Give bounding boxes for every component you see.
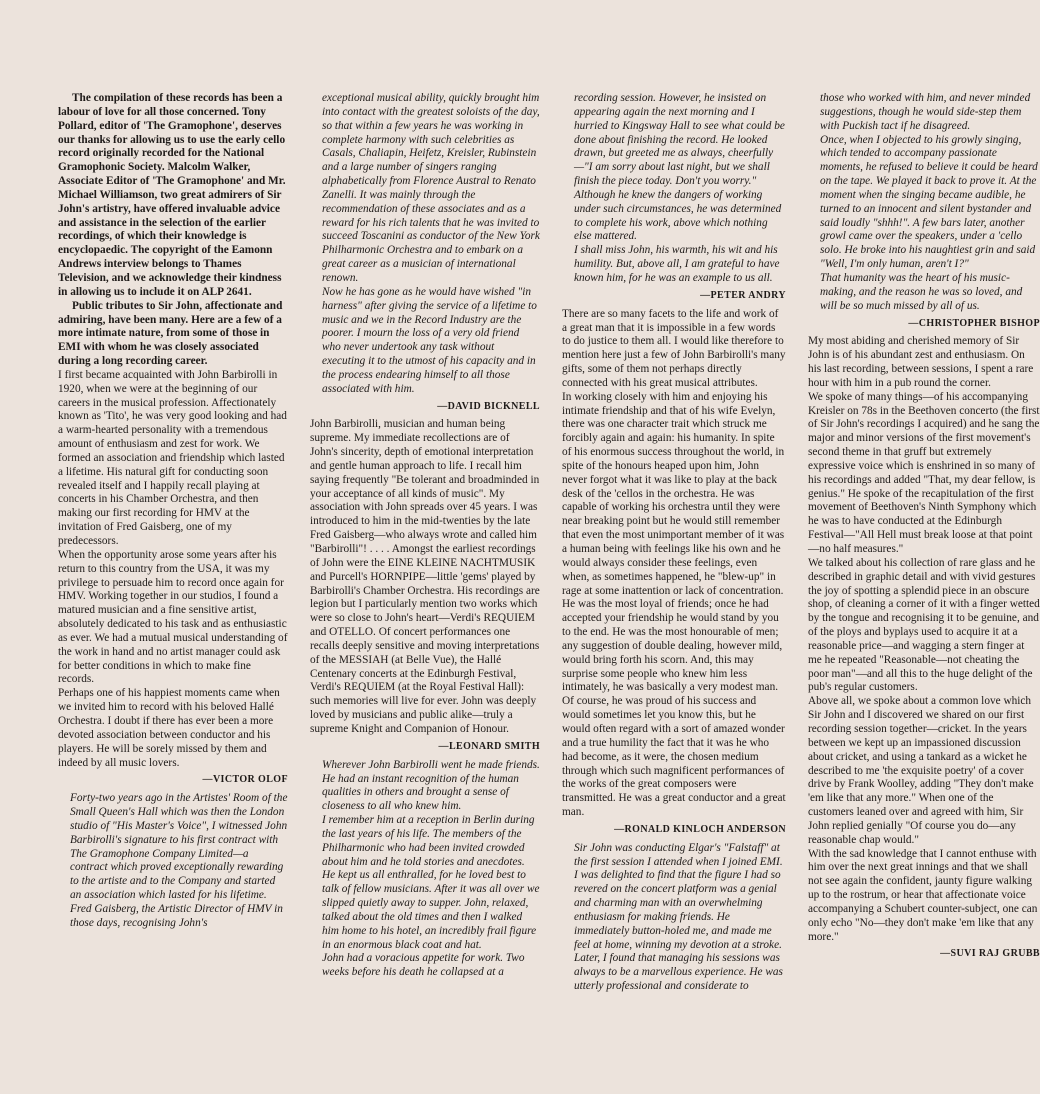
tribute-paragraph: With the sad knowledge that I cannot enthuse with him over the next great innings and that we shall not see again the confident, jaunty figure walking up to the rostrum, or hear that affectionate voice accompanying a Schubert counter-subject, one can only echo "No—they don't make 'em like that any more." (808, 847, 1038, 943)
tribute-paragraph: Forty-two years ago in the Artistes' Room of the Small Queen's Hall which was then the London studio of "His Master's Voice", I witnessed John Barbirolli's signature to his first contract with The Gramophone Company Limited—a contract which proved exceptionally rewarding to the artiste and to the Company and started an association which lasted for his lifetime. (70, 792, 288, 902)
tribute-paragraph: We spoke of many things—of his accompanying Kreisler on 78s in the Beethoven concerto (the first of Sir John's recordings I acquired) and he sang the major and minor versions of the first movement's second theme in that gruff but extremely expressive voice which is enshrined in so many of his recordings and added "That, my dear fellow, is genius." He spoke of the recapitulation of the first movement of Beethoven's Ninth Symphony which he was to have conducted at the Edinburgh Festival—"All Hell must break loose at that point—no half measures." (808, 390, 1040, 555)
column-3 (562, 92, 786, 1094)
signature-david-bicknell: — DAVID BICKNELL (310, 400, 540, 414)
signature-suvi-raj-grubb: — SUVI RAJ GRUBB (808, 947, 1040, 961)
signature-peter-andry: — PETER ANDRY (562, 289, 786, 303)
tribute-paragraph: Later, I found that managing his sessions was always to be a marvellous experience. He was utterly professional and considerate to (574, 952, 783, 993)
tribute-paragraph: recording session. However, he insisted on appearing again the next morning and I hurried to Kingsway Hall to see what could be done about finishing the record. He looked drawn, but greeted me as always, cheerfully—"I am sorry about last night, but we shall finish the piece today. Don't you worry." Although he knew the dangers of working under such circumstances, he was determined to complete his work, above which nothing else mattered. (574, 92, 785, 243)
intro-paragraph: The compilation of these records has been a labour of love for all those concerned. Tony Pollard, editor of 'The Gramophone', deserves our thanks for allowing us to use the early cello record originally recorded for the National Gramophonic Society. Malcolm Walker, Associate Editor of 'The Gramophone' and Mr. Michael Williamson, two great admirers of Sir John's artistry, have offered invaluable advice and assistance in the selection of the earlier recordings, of which their knowledge is encyclopaedic. The copyright of the Eamonn Andrews interview belongs to Thames Television, and we acknowledge their kindness in allowing us to include it on ALP 2641. (58, 92, 286, 298)
column-2 (310, 92, 540, 1094)
tribute-paragraph: I remember him at a reception in Berlin during the last years of his life. The members of the Philharmonic who had been invited crowded about him and he told stories and anecdotes. He kept us all enthralled, for he loved best to talk of fellow musicians. After it was all over we slipped quietly away to supper. John, relaxed, talked about the old times and then I walked him home to his hotel, an incredibly frail figure in an enormous black coat and hat. (322, 814, 540, 951)
signature-victor-olof: — VICTOR OLOF (58, 773, 288, 787)
tribute-paragraph: Sir John was conducting Elgar's "Falstaff" at the first session I attended when I joined EMI. I was delighted to find that the figure I had so revered on the concert platform was a genial and charming man with an overwhelming enthusiasm for making friends. He immediately button-holed me, and made me feel at home, winning my devotion at a stroke. (574, 841, 783, 951)
signature-christopher-bishop: — CHRISTOPHER BISHOP (808, 317, 1040, 331)
tribute-paragraph: Wherever John Barbirolli went he made friends. He had an instant recognition of the human qualities in others and brought a sense of closeness to all who knew him. (322, 758, 540, 813)
tribute-paragraph: John had a voracious appetite for work. Two weeks before his death he collapsed at a (322, 952, 525, 979)
column-4 (808, 92, 1040, 1094)
tribute-paragraph: I shall miss John, his warmth, his wit and his humility. But, above all, I am grateful to have known him, for he was an example to us all. (574, 244, 780, 284)
column-1 (58, 92, 288, 1094)
intro-paragraph: Public tributes to Sir John, affectionate and admiring, have been many. Here are a few of a more intimate nature, from some of those in EMI with whom he was closely associated during a long recording career. (58, 299, 283, 368)
tribute-paragraph: Perhaps one of his happiest moments came when we invited him to record with his beloved Hallé Orchestra. I doubt if there has ever been a more devoted association between conductor and his players. He will be sorely missed by them and indeed by all music lovers. (58, 687, 280, 769)
tribute-paragraph: those who worked with him, and never minded suggestions, though he would side-step them with Puckish tact if he disagreed. (820, 92, 1031, 132)
signature-leonard-smith: — LEONARD SMITH (310, 740, 540, 754)
tribute-paragraph: There are so many facets to the life and work of a great man that it is impossible in a few words to do justice to them all. I would like therefore to mention here just a few of John Barbirolli's many gifts, some of them not perhaps directly connected with his great musical attributes. (562, 307, 786, 389)
tribute-paragraph: We talked about his collection of rare glass and he described in graphic detail and with vivid gestures the joy of spotting a splendid piece in an obscure shop, of cleaning a corner of it with a finger wetted by the tongue and recognising it to be genuine, and of the ploys and byplays used to acquire it at a reasonable price—and wagging a stern finger at me he repeated "Reasonable—not cheating the poor man"—and all this to the huge delight of the pub's regular customers. (808, 556, 1040, 694)
tribute-paragraph: When the opportunity arose some years after his return to this country from the USA, it was my privilege to persuade him to record once again for HMV. Working together in our studios, I found a matured musician and a fine sensitive artist, absolutely dedicated to his task and as enthusiastic as ever. We had a mutual musical understanding of the work in hand and no artist manager could ask for better conditions in which to make fine records. (58, 548, 288, 686)
signature-ronald-kinloch-anderson: — RONALD KINLOCH ANDERSON (562, 823, 786, 837)
tribute-paragraph: Above all, we spoke about a common love which Sir John and I discovered we shared on our first recording session together—cricket. In the years between we kept up an impassioned discussion about cricket, and using a tankard as a wicket he described to me 'the exquisite poetry' of a cover drive by Frank Woolley, adding "They don't make 'em like that any more." When one of the customers leaned over and agreed with him, Sir John replied genially "Of course you do—any reasonable chap would." (808, 695, 1034, 846)
tribute-paragraph: Once, when I objected to his growly singing, which tended to accompany passionate moments, he refused to believe it could be heard on the tape. We played it back to prove it. At the moment when the singing became audible, he turned to an innocent and silent bystander and said loudly "shhh!". A few bars later, another growl came over the speakers, under a 'cello solo. He broke into his naughtiest grin and said "Well, I'm only human, aren't I?" (820, 133, 1038, 271)
tribute-paragraph: John Barbirolli, musician and human being supreme. My immediate recollections are of John's sincerity, depth of emotional interpretation and gentle human approach to life. I recall him saying frequently "Be tolerant and broadminded in your acceptance of all kinds of music". My association with John spreads over 45 years. I was introduced to him in the mid-twenties by the late Fred Gaisberg—who always wrote and called him "Barbirolli"! . . . . Amongst the earliest recordings of John were the EINE KLEINE NACHTMUSIK and Purcell's HORNPIPE—little 'gems' played by Barbirolli's Chamber Orchestra. His recordings are legion but I particularly mention two works which were so close to John's heart—Verdi's REQUIEM and OTELLO. Of concert performances one recalls deeply sensitive and moving interpretations of the MESSIAH (at Belle Vue), the Hallé Centenary concerts at the Edinburgh Festival, Verdi's REQUIEM (at the Royal Festival Hall): such memories will live for ever. John was deeply loved by musicians and public alike—truly a supreme Knight and Companion of Honour. (310, 418, 540, 735)
tribute-paragraph: I first became acquainted with John Barbirolli in 1920, when we were at the beginning of our careers in the musical profession. Affectionately known as 'Tito', he was very good looking and had a warm-hearted personality with a tremendous amount of enthusiasm and zest for work. We formed an association and friendship which lasted a lifetime. His natural gift for conducting soon revealed itself and I happily recall playing at concerts in his Chamber Orchestra, and then making our first recording for HMV at the invitation of Fred Gaisberg, one of my predecessors. (58, 368, 287, 547)
tribute-paragraph: My most abiding and cherished memory of Sir John is of his abundant zest and enthusiasm. On his last recording, between sessions, I spent a rare hour with him in a pub round the corner. (808, 335, 1034, 389)
tribute-paragraph: That humanity was the heart of his music-making, and the reason he was so loved, and will be so much missed by all of us. (820, 271, 1023, 312)
tribute-paragraph: exceptional musical ability, quickly brought him into contact with the greatest soloists of the day, so that within a few years he was working in complete harmony with such celebrities as Casals, Chaliapin, Heifetz, Kreisler, Rubinstein and a large number of singers ranging alphabetically from Florence Austral to Renato Zanelli. It was mainly through the recommendation of these associates and as a reward for his rich talents that he was invited to succeed Toscanini as conductor of the New York Philharmonic Orchestra and to embark on a great career as a musician of international renown. (322, 92, 540, 284)
tribute-paragraph: In working closely with him and enjoying his intimate friendship and that of his wife Evelyn, there was one character trait which struck me forcibly again and again: his humanity. In spite of his enormous success throughout the world, in spite of the honours heaped upon him, John never forgot what it was like to play at the back desk of the 'cellos in the orchestra. He was capable of working his orchestra until they were near breaking point but he would still remember that even the most unimportant member of it was a human being with feelings like his own and he would always consider these feelings, even when, as sometimes happened, he "blew-up" in rage at some inattention or lack of concentration. He was the most loyal of friends; once he had accepted your friendship he would stand by you to the end. He was the most honourable of men; any suggestion of double dealing, however mild, would bring forth his scorn. And, this may surprise some people who knew him less intimately, he was basically a very modest man. Of course, he was proud of his success and would sometimes let you know this, but he would often regard with a sort of amazed wonder and a true humility the fact that it was he who had become, as it were, the chosen medium through which such magnificent performances of the works of the great composers were transmitted. He was a great conductor and a great man. (562, 390, 786, 819)
tribute-paragraph: Now he has gone as he would have wished "in harness" after giving the service of a lifetime to music and we in the Record Industry are the poorer. I mourn the loss of a very old friend who never undertook any task without executing it to the utmost of his capacity and in the process endearing himself to all those associated with him. (322, 285, 537, 395)
tribute-paragraph: Fred Gaisberg, the Artistic Director of HMV in those days, recognising John's (70, 902, 283, 929)
